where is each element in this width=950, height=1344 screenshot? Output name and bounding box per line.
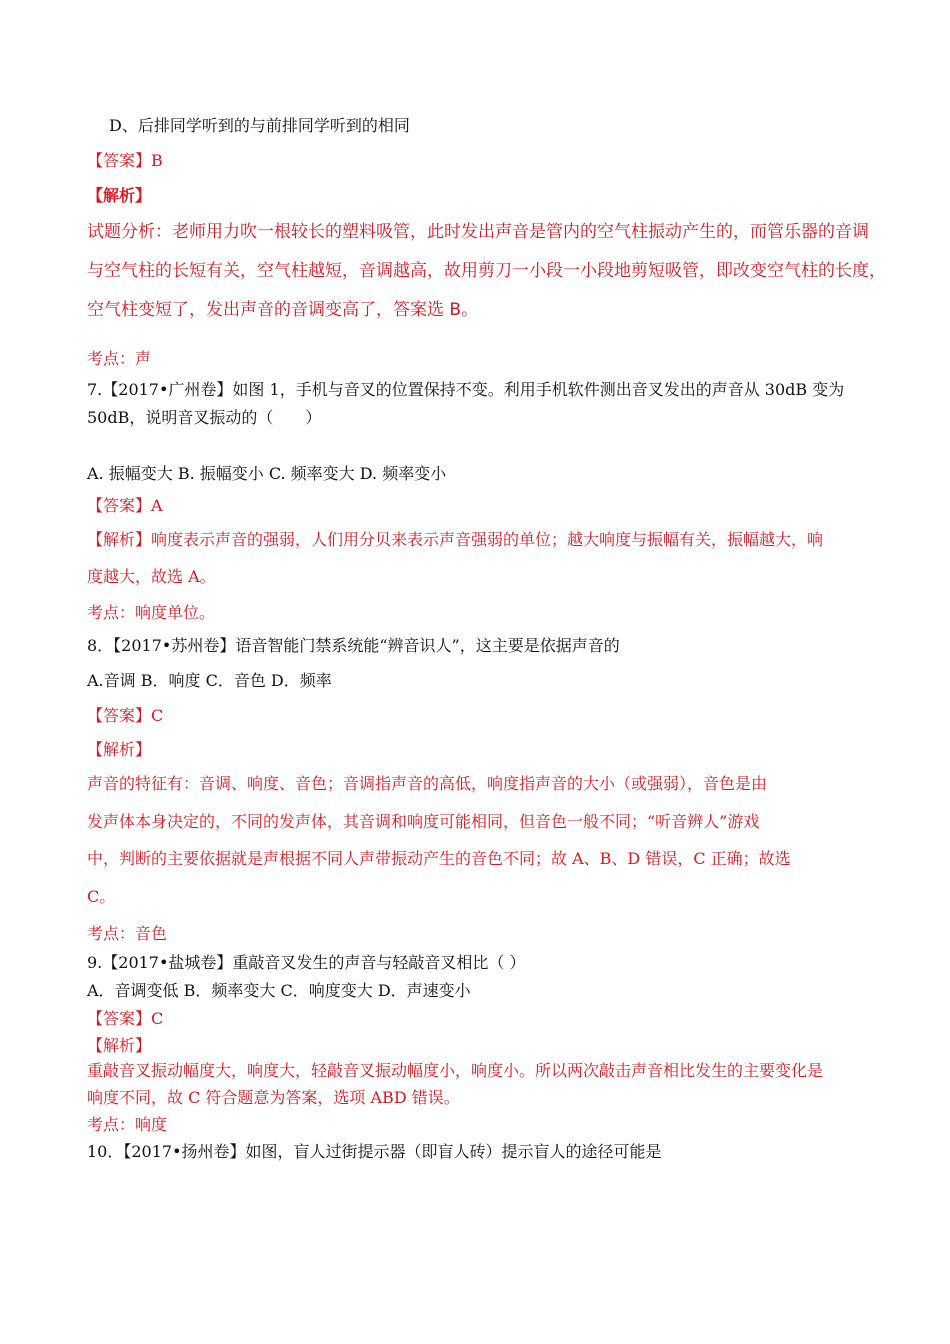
q7-stem-line-1: 7.【2017•广州卷】如图 1，手机与音叉的位置保持不变。利用手机软件测出音叉发出的声音从 30dB 变为 (87, 380, 845, 399)
q6-analysis-heading: 【解析】 (87, 186, 152, 205)
q8-stem: 8．【2017•苏州卷】语音智能门禁系统能“辨音识人”，这主要是依据声音的 (87, 636, 620, 655)
q7-kaodian: 考点：响度单位。 (87, 603, 216, 622)
q8-options: A.音调 B．响度 C．音色 D．频率 (87, 671, 332, 690)
q6-answer: 【答案】B (87, 151, 163, 170)
q9-analysis-line-2: 响度不同，故 C 符合题意为答案，选项 ABD 错误。 (87, 1088, 460, 1107)
q9-options: A．音调变低 B．频率变大 C．响度变大 D．声速变小 (87, 981, 471, 1000)
q9-stem: 9.【2017•盐城卷】重敲音叉发生的声音与轻敲音叉相比（ ） (87, 953, 526, 972)
q10-stem: 10．【2017•扬州卷】如图，盲人过街提示器（即盲人砖）提示盲人的途径可能是 (87, 1142, 662, 1161)
q7-options: A. 振幅变大 B. 振幅变小 C. 频率变大 D. 频率变小 (87, 464, 447, 483)
q8-answer: 【答案】C (87, 706, 164, 725)
q6-analysis-line-3: 空气柱变短了，发出声音的音调变高了，答案选 B。 (87, 300, 479, 320)
q8-analysis-line-1: 声音的特征有：音调、响度、音色；音调指声音的高低，响度指声音的大小（或强弱），音色是由 (87, 774, 768, 793)
q6-analysis-line-1: 试题分析：老师用力吹一根较长的塑料吸管，此时发出声音是管内的空气柱振动产生的，而管乐器的音调 (87, 222, 869, 242)
q8-analysis-heading: 【解析】 (87, 740, 152, 759)
q7-analysis-line-2: 度越大，故选 A。 (87, 567, 216, 586)
q9-analysis-heading: 【解析】 (87, 1036, 152, 1055)
q6-analysis-line-2: 与空气柱的长短有关，空气柱越短，音调越高，故用剪刀一小段一小段地剪短吸管，即改变空气柱的长度， (87, 261, 886, 281)
q8-analysis-line-3: 中，判断的主要依据就是声根据不同人声带振动产生的音色不同；故 A、B、D 错误，C 正确；故选 (87, 849, 791, 868)
q9-kaodian: 考点：响度 (87, 1115, 168, 1134)
q7-answer: 【答案】A (87, 496, 163, 515)
q8-analysis-line-2: 发声体本身决定的，不同的发声体，其音调和响度可能相同，但音色一般不同；“听音辨人”游戏 (87, 812, 760, 831)
q9-answer: 【答案】C (87, 1009, 164, 1028)
q6-option-d: D、后排同学听到的与前排同学听到的相同 (109, 116, 410, 135)
q7-stem-line-2: 50dB，说明音叉振动的（ ） (87, 408, 322, 427)
q7-analysis-line-1: 【解析】响度表示声音的强弱，人们用分贝来表示声音强弱的单位；越大响度与振幅有关，振幅越大，响 (87, 530, 824, 549)
q8-kaodian: 考点：音色 (87, 924, 168, 943)
q6-kaodian: 考点：声 (87, 349, 152, 368)
q9-analysis-line-1: 重敲音叉振动幅度大，响度大，轻敲音叉振动幅度小，响度小。所以两次敲击声音相比发生的主要变化是 (87, 1061, 824, 1080)
q8-analysis-line-4: C。 (87, 887, 116, 906)
